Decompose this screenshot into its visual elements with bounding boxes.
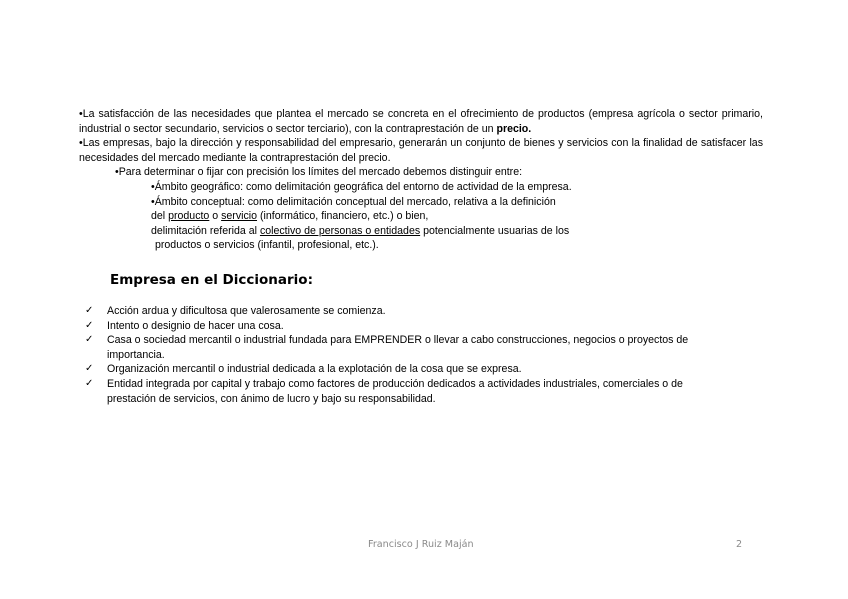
list-item (85, 362, 725, 377)
underlined-producto: producto (168, 210, 210, 223)
list-item (85, 377, 725, 406)
list-item-text: Casa o sociedad mercantil o industrial fundada para EMPRENDER o llevar a cabo construcciones, negocios o proyectos de importancia. (107, 334, 689, 361)
geographic-scope: •Ámbito geográfico: como delimitación geográfica del entorno de actividad de la empresa. (151, 180, 572, 193)
page-number: 2 (736, 539, 743, 550)
definition-list (85, 304, 725, 406)
dictionary-heading: Empresa en el Diccionario: (110, 272, 313, 288)
check-icon: ✓ (85, 363, 94, 375)
check-icon: ✓ (85, 319, 94, 331)
text-segment: (informático, financiero, etc.) o bien, (257, 210, 429, 223)
intro-paragraph-2: •Las empresas, bajo la dirección y responsabilidad del empresario, generarán un conjunto de bienes y servicios con la finalidad de satisfacer las necesidades del mercado mediante la contraprestación del precio. (79, 137, 763, 164)
list-item (85, 319, 725, 334)
list-item (85, 333, 725, 362)
text-segment: delimitación referida al (151, 224, 260, 237)
conceptual-scope-line-4: productos o servicios (infantil, profesional, etc.). (155, 239, 379, 252)
intro-paragraph-3: •Para determinar o fijar con precisión los límites del mercado debemos distinguir entre: (115, 166, 523, 179)
intro-paragraph-1 (79, 107, 763, 136)
check-icon: ✓ (85, 377, 94, 389)
conceptual-scope-line-2 (79, 209, 763, 224)
list-item-text: Acción ardua y dificultosa que valerosamente se comienza. (107, 305, 386, 317)
text-segment: o (209, 210, 222, 223)
list-item-text: Organización mercantil o industrial dedicada a la explotación de la cosa que se expresa. (107, 363, 522, 376)
intro-paragraph-1-text: •La satisfacción de las necesidades que plantea el mercado se concreta en el ofrecimiento de productos (empresa agrícola o sector primario, industrial o sector secundario, servicios o sector terciario), con la contraprestación de un (79, 108, 763, 135)
conceptual-scope: •Ámbito conceptual: como delimitación conceptual del mercado, relativa a la definición (151, 195, 556, 208)
underlined-servicio: servicio (221, 210, 258, 223)
conceptual-scope-line-3 (79, 224, 763, 239)
list-item-text: Entidad integrada por capital y trabajo como factores de producción dedicados a actividades industriales, comerciales o de prestación de servicios, con ánimo de lucro y bajo su responsabilidad. (107, 377, 683, 405)
text-segment: del (151, 210, 169, 223)
price-bold-word: precio. (496, 122, 532, 135)
intro-text (79, 107, 763, 253)
footer-author: Francisco J Ruiz Maján (368, 539, 474, 550)
check-icon: ✓ (85, 305, 94, 316)
text-segment: potencialmente usuarias de los (420, 224, 570, 237)
check-icon: ✓ (85, 334, 94, 346)
list-item (85, 304, 725, 319)
underlined-colectivo: colectivo de personas o entidades (259, 224, 421, 237)
list-item-text: Intento o designio de hacer una cosa. (107, 319, 284, 332)
